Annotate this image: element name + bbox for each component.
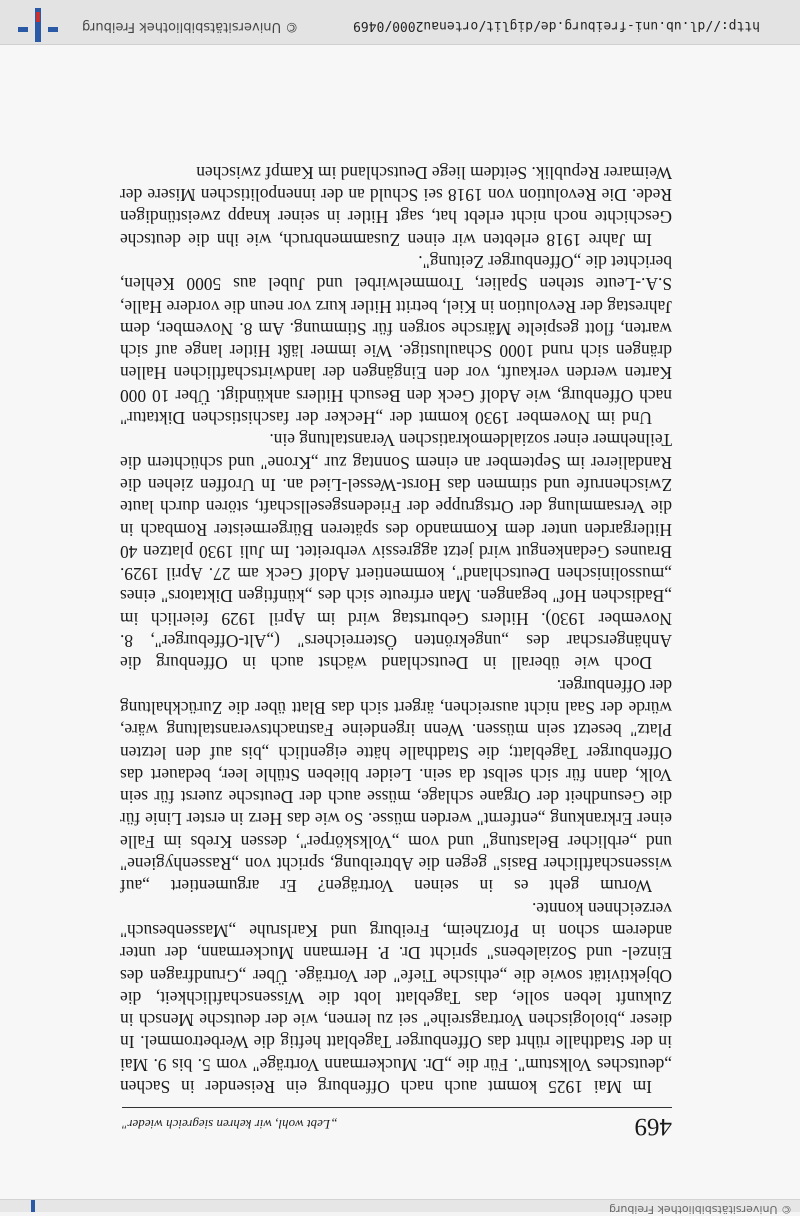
paragraph: Und im November 1930 kommt der „Hecker der faschistischen Diktatur" nach Offenburg, wie Adolf Geck den Besuch Hitlers ankündigt. Über 10 000 Karten werden verkauft, vor den Eingängen der landwirtschaftlichen Hallen drängen sich rund 1000 Schaulustige. Wie immer läßt Hitler lange auf sich warten, flott gespielte Märsche sorgen für Stimmung. Am 8. November, dem Jahrestag der Revolution in Kiel, betritt Hitler kurz vor neun die vordere Halle, S.A.-Leute stehen Spalier, Trommelwirbel und Jubel aus 5000 Kehlen, berichtet die „Offenburger Zeitung". xyxy=(120,252,672,429)
header-copyright: © Universitätsbibliothek Freiburg xyxy=(609,1203,792,1216)
paragraph: Im Jahre 1918 erlebten wir einen Zusammenbruch, wie ihn die deutsche Geschichte noch nicht erlebt hat, sagt Hitler in seiner knapp zweistündigen Rede. Die Revolution von 1918 sei Schuld an der innenpolitischen Misere der Weimarer Republik. Seitdem liege Deutschland im Kampf zwischen xyxy=(120,162,672,250)
running-title: „Lebt wohl, wir kehren siegreich wieder" xyxy=(122,1117,338,1132)
page-number: 469 xyxy=(634,1113,672,1140)
paragraph: Doch wie überall in Deutschland wächst auch in Offenburg die Anhängerschar des „ungekrönten Österreichers" („Alt-Offeburger", 8. November 1930). Hitlers Geburtstag wird im April 1929 feierlich im „Badischen Hof" begangen. Man erfreute sich des „künftigen Diktators" eines „mussolinischen Deutschland", kommentiert Adolf Geck am 27. April 1929. Braunes Gedankengut wird jetzt aggressiv verbreitet. Im Juli 1930 platzen 40 Hitlergarden unter dem Kommando des späteren Bürgermeister Rombach in die Versammlung der Ortsgruppe der Friedensgesellschaft, stören durch laute Zwischenrufe und stimmen das Horst-Wessel-Lied an. In Uroffen ziehen die Randalierer im September an einem Sonntag zur „Krone" und schüchtern die Teilnehmer einer sozialdemokratischen Veranstaltung ein. xyxy=(120,430,672,674)
source-footer-bar xyxy=(0,0,800,45)
paragraph: Im Mai 1925 kommt auch nach Offenburg ein Reisender in Sachen „deutsches Volkstum". Für die „Dr. Muckermann Vorträge" vom 5. bis 9. Mai in der Stadthalle rührt das Offenburger Tageblatt heftig die Werbetrommel. In dieser „biologischen Vortragsreihe" sei zu lernen, wie der deutsche Mensch in Zukunft leben solle, das Tageblatt lobt die Wissenschaftlichkeit, die Objektivität sowie die „ethische Tiefe" der Vorträge. Über „Grundfragen des Einzel- und Sozialebens" spricht Dr. P. Hermann Muckermann, der unter anderem schon in Pforzheim, Freiburg und Karlsruhe „Massenbesuch" verzeichnen konnte. xyxy=(120,898,672,1097)
paragraph: Worum geht es in seinen Vorträgen? Er argumentiert „auf wissenschaftlicher Basis" gegen die Abtreibung, spricht von „Rassenhygiene" und „erblicher Belastung" und vom „Volkskörper", dessen Krebs im Falle einer Erkrankung „entfernt" werden müsse. So wie das Herz in erster Linie für die Gesundheit der Organe schlage, müsse auch der Deutsche zuerst für sein Volk, dann für sich selbst da sein. Leider blieben Stühle leer, bedauert das Offenburger Tageblatt; die Stadthalle hätte eigentlich „bis auf den letzten Platz" besetzt sein müssen. Wenn irgendeine Fastnachtsveranstaltung wäre, würde der Saal nicht ausreichen, ärgert sich das Blatt über die Zurückhaltung der Offenburger. xyxy=(120,675,672,897)
footer-copyright: © Universitätsbibliothek Freiburg xyxy=(82,19,299,34)
library-logo-icon xyxy=(26,1200,40,1212)
running-head xyxy=(122,1107,672,1138)
library-logo-icon xyxy=(18,2,58,42)
source-url-link[interactable]: http://dl.ub.uni-freiburg.de/diglit/ortenau2000/0469 xyxy=(353,18,760,33)
viewer-header-bar xyxy=(0,1199,800,1216)
body-text xyxy=(120,162,672,1098)
